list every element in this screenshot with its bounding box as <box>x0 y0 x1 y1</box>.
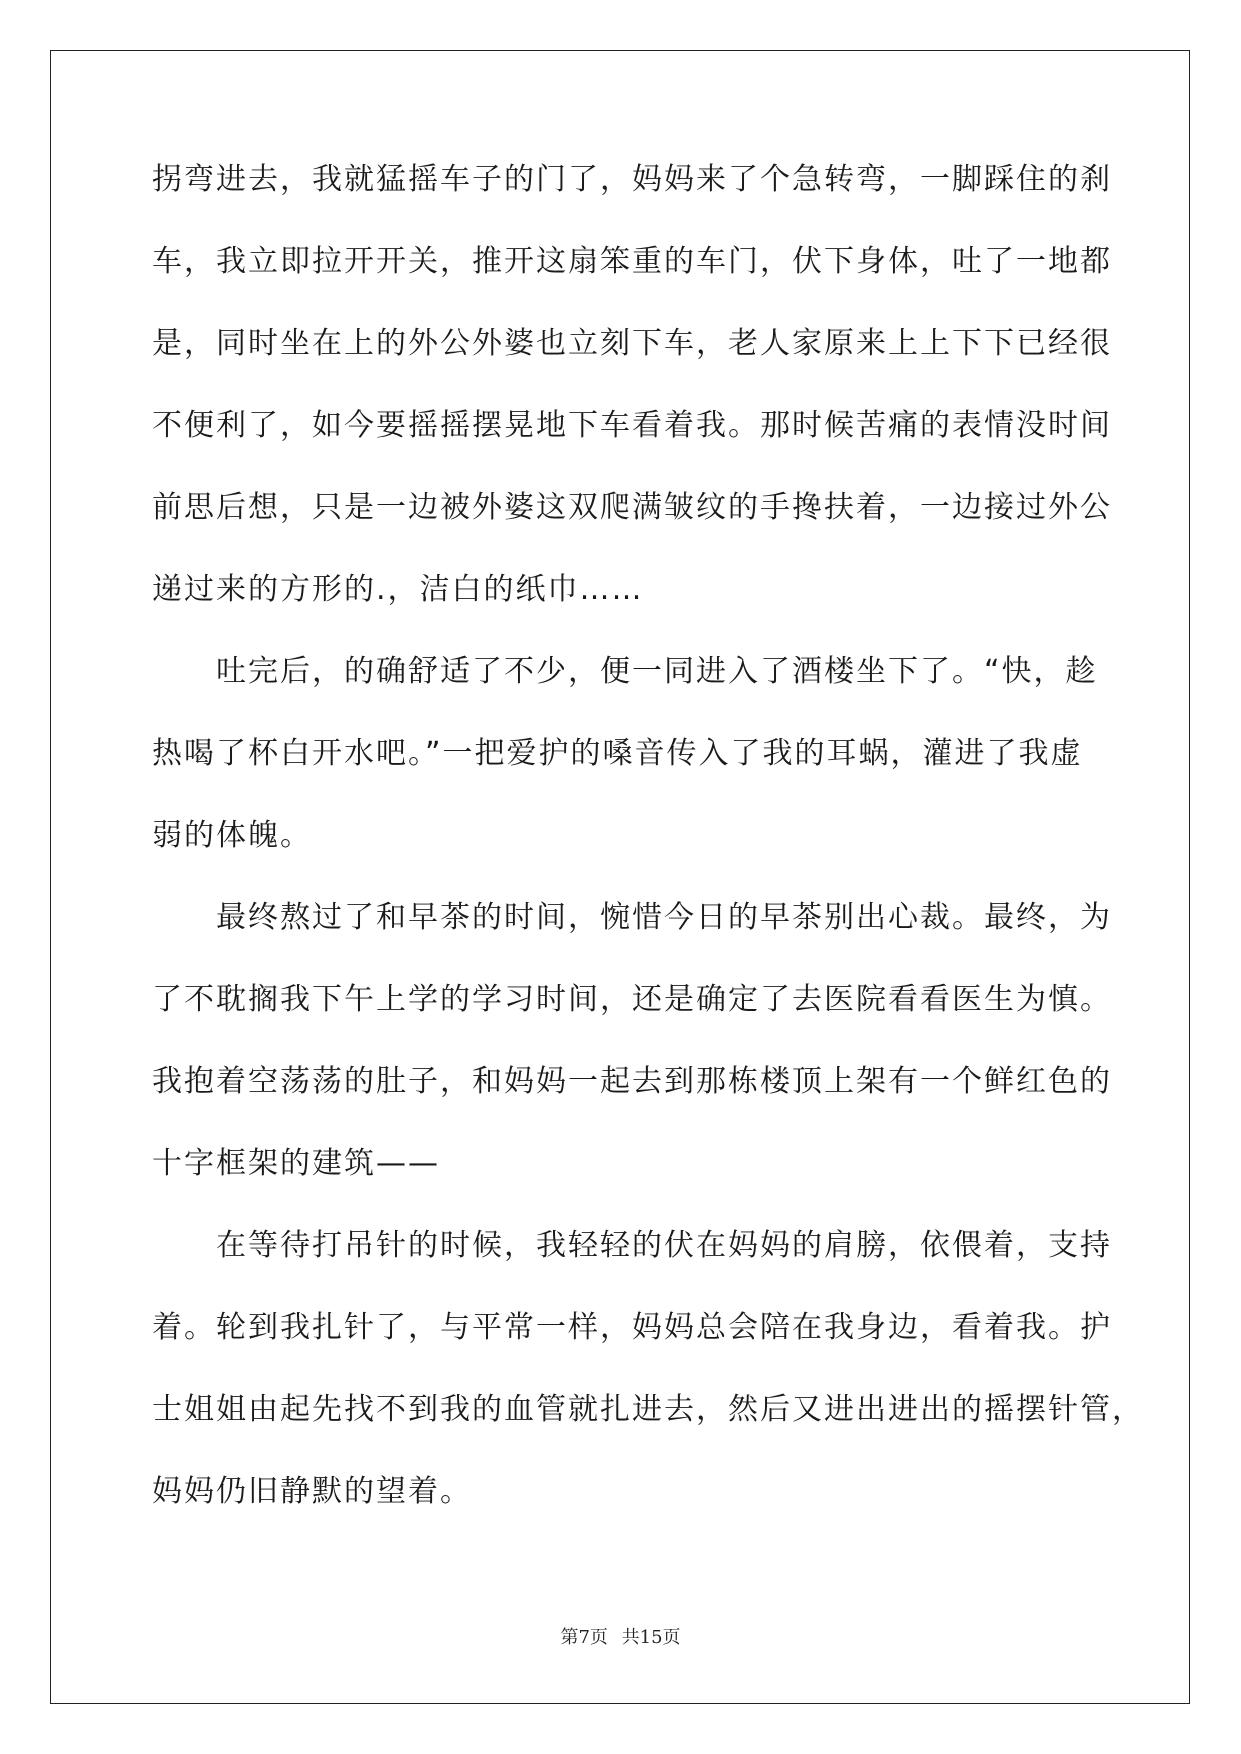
text-line: 是，同时坐在上的外公外婆也立刻下车，老人家原来上上下下已经很 <box>152 326 1112 361</box>
text-line: 递过来的方形的.，洁白的纸巾…… <box>152 572 644 607</box>
text-line: 拐弯进去，我就猛摇车子的门了，妈妈来了个急转弯，一脚踩住的刹 <box>152 162 1112 197</box>
text-line: 不便利了，如今要摇摇摆晃地下车看着我。那时候苦痛的表情没时间 <box>152 408 1112 443</box>
text-line: 吐完后，的确舒适了不少，便一同进入了酒楼坐下了。“快，趁 <box>152 654 1098 689</box>
total-pages: 共15页 <box>621 1627 681 1648</box>
text-line: 我抱着空荡荡的肚子，和妈妈一起去到那栋楼顶上架有一个鲜红色的 <box>152 1064 1112 1099</box>
text-line: 在等待打吊针的时候，我轻轻的伏在妈妈的肩膀，依偎着，支持 <box>152 1228 1112 1263</box>
text-line: 车，我立即拉开开关，推开这扇笨重的车门，伏下身体，吐了一地都 <box>152 244 1112 279</box>
text-line: 士姐姐由起先找不到我的血管就扎进去，然后又进出进出的摇摆针管， <box>152 1392 1144 1427</box>
text-line: 前思后想，只是一边被外婆这双爬满皱纹的手搀扶着，一边接过外公 <box>152 490 1112 525</box>
text-line: 弱的体魄。 <box>152 818 312 853</box>
text-line: 热喝了杯白开水吧。”一把爱护的嗓音传入了我的耳蜗，灌进了我虚 <box>152 736 1083 771</box>
text-line: 妈妈仍旧静默的望着。 <box>152 1474 472 1509</box>
page-number: 第7页 <box>560 1627 608 1648</box>
text-line: 着。轮到我扎针了，与平常一样，妈妈总会陪在我身边，看着我。护 <box>152 1310 1112 1345</box>
document-body <box>152 160 1144 1554</box>
text-line: 最终熬过了和早茶的时间，惋惜今日的早茶别出心裁。最终，为 <box>152 900 1112 935</box>
text-line: 十字框架的建筑—— <box>152 1146 440 1181</box>
text-line: 了不耽搁我下午上学的学习时间，还是确定了去医院看看医生为慎。 <box>152 982 1112 1017</box>
page-footer <box>0 1623 1241 1649</box>
